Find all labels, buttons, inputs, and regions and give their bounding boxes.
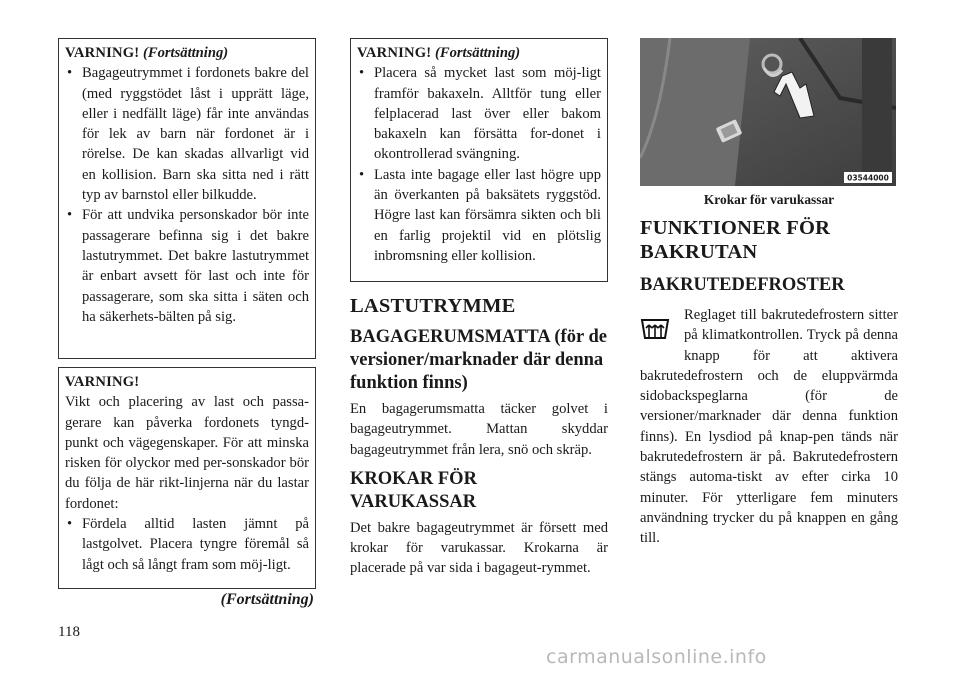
trunk-photo-drawing — [640, 38, 896, 186]
page-number: 118 — [58, 624, 80, 640]
warning-bullet: • Placera så mycket last som möj-ligt framför bakaxeln. Alltför tung eller felplacerad last över eller bakom bakaxeln kan försätta for-donet i okontrollerad svängning. — [357, 63, 601, 164]
photo-caption: Krokar för varukassar — [703, 192, 835, 207]
warning-heading: VARNING! (Fortsättning) — [357, 45, 521, 61]
body-text: Reglaget till bakrutedefrostern sitter på klimatkontrollen. Tryck på denna knapp för att aktivera bakrutedefrostern och de eluppvärmda sidobackspeglarna (för de versioner/marknader där denna funktion finns). En lysdiod på knap-pen tänds när bakrutedefrostern är på. Bakrutedefrostern stängs automa-tiskt av efter cirka 10 minuter. För ytterligare fem minuters användning trycker du på knappen en gång till. — [640, 307, 898, 547]
watermark: carmanualsonline.info — [546, 646, 767, 668]
warning-bullet: • Lasta inte bagage eller last högre upp än överkanten på baksätets ryggstöd. Högre last kan försämra sikten och bli en farlig projektil vid en plötslig inbromsning eller kollision. — [357, 165, 601, 266]
warning-intro: Vikt och placering av last och passa-gerare kan påverka fordonets tyngd-punkt och vägegenskaper. För att minska risken för olyckor med per-sonskador bör du följa de här rikt-linjerna när du lastar fordonet: — [65, 394, 309, 512]
warning-list — [357, 63, 601, 266]
continued-label: (Fortsättning) — [220, 591, 314, 608]
warning-list — [65, 63, 309, 327]
body-text: Det bakre bagageutrymmet är försett med krokar för varukassar. Krokarna är placerade på var sida i bagageut-rymmet. — [350, 519, 608, 577]
warning-bullet: • Bagageutrymmet i fordonets bakre del (med ryggstödet låst i upprätt läge, eller i nedfällt läge) får inte användas för lek av barn när fordonet är i rörelse. De kan skadas allvarligt vid en kollision. Barn ska sitta ned i rätt typ av barnstol eller bilkudde. — [65, 63, 309, 205]
subsection-title: KROKAR FÖR VARUKASSAR — [350, 468, 477, 512]
photo-code: 03544000 — [847, 173, 889, 183]
subsection-title: BAKRUTEDEFROSTER — [640, 275, 845, 295]
column-3 — [640, 38, 898, 549]
warning-bullet: • För att undvika personskador bör inte passagerare befinna sig i det bakre lastutrymmet. Det bakre lastutrymmet är enbart avsett för last och inte för passagerare, som ska sitta i säten och ha säkerhets-bälten på sig. — [65, 205, 309, 327]
column-1 — [58, 38, 316, 609]
warning-box-3 — [350, 38, 608, 282]
trunk-hook-photo — [640, 38, 896, 186]
rear-defrost-icon — [640, 315, 670, 341]
warning-box-1 — [58, 38, 316, 359]
subsection-title: BAGAGERUMSMATTA (för de versioner/marknader där denna funktion finns) — [350, 327, 607, 393]
defrost-paragraph — [640, 305, 898, 549]
warning-box-2 — [58, 367, 316, 589]
body-text: En bagagerumsmatta täcker golvet i bagageutrymmet. Mattan skyddar bagageutrymmet från lera, snö och skräp. — [350, 401, 608, 458]
section-title: FUNKTIONER FÖR BAKRUTAN — [640, 217, 831, 263]
warning-heading: VARNING! (Fortsättning) — [65, 45, 229, 61]
warning-bullet: • Fördela alltid lasten jämnt på lastgolvet. Placera tyngre föremål så lågt och så långt fram som möj-ligt. — [65, 514, 309, 575]
warning-heading: VARNING! — [65, 374, 140, 390]
warning-list — [65, 514, 309, 575]
column-2 — [350, 38, 608, 579]
section-title: LASTUTRYMME — [350, 295, 516, 317]
